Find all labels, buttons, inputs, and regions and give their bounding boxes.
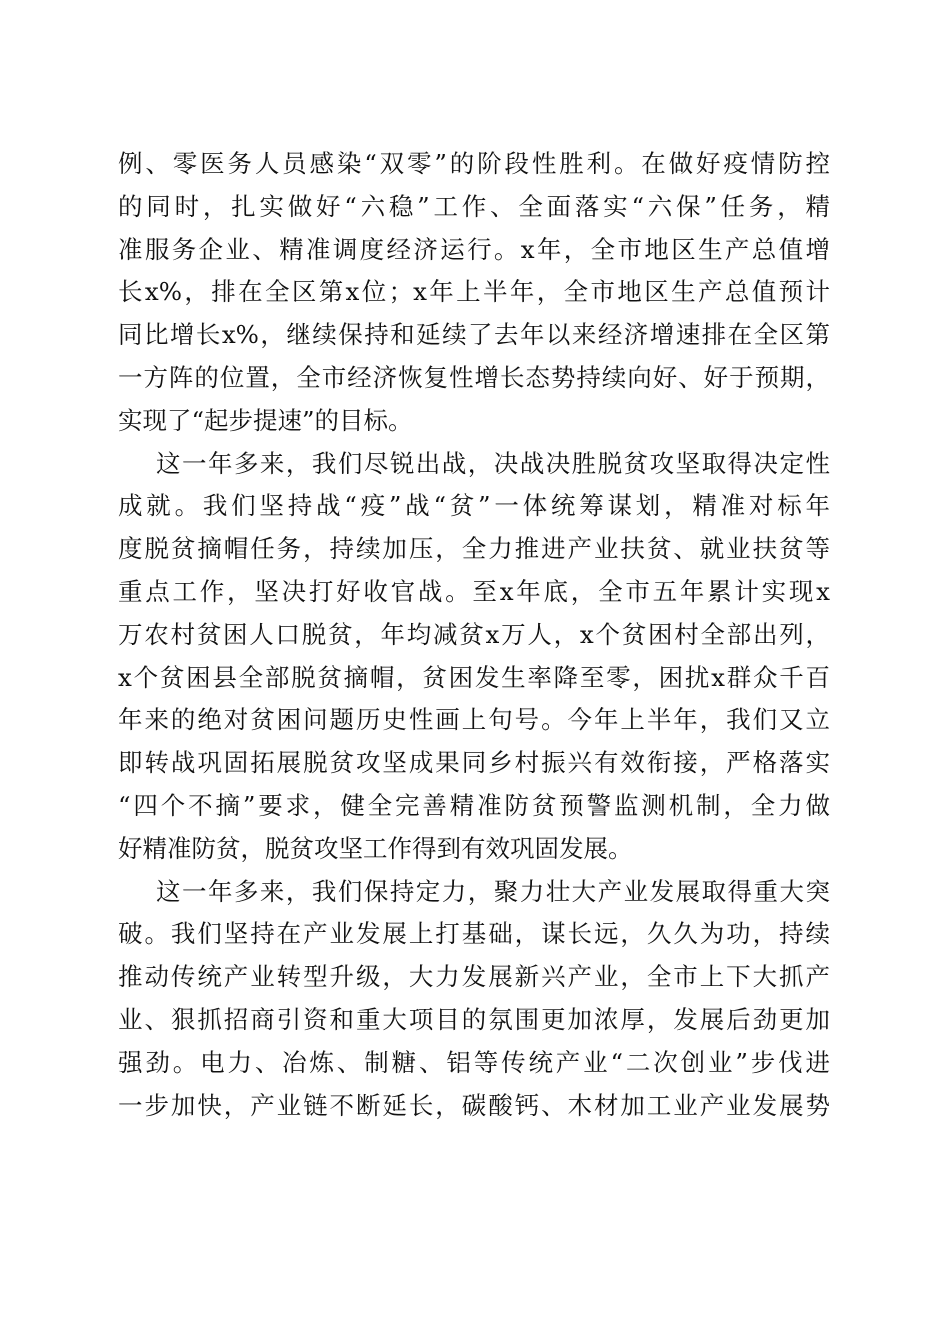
text-line: x个贫困县全部脱贫摘帽，贫困发生率降至零，困扰x群众千百 bbox=[118, 662, 830, 692]
text-line: 这一年多来，我们保持定力，聚力壮大产业发展取得重大突 bbox=[156, 876, 830, 906]
text-line: 好精准防贫，脱贫攻坚工作得到有效巩固发展。 bbox=[118, 833, 633, 863]
text-line: “四个不摘”要求，健全完善精准防贫预警监测机制，全力做 bbox=[118, 790, 830, 820]
text-line: 业、狠抓招商引资和重大项目的氛围更加浓厚，发展后劲更加 bbox=[118, 1004, 830, 1034]
paragraph-1 bbox=[118, 143, 830, 443]
document-body bbox=[118, 143, 830, 1127]
text-line: 准服务企业、精准调度经济运行。x年，全市地区生产总值增 bbox=[118, 234, 830, 264]
text-line: 破。我们坚持在产业发展上打基础，谋长远，久久为功，持续 bbox=[118, 919, 830, 949]
text-line: 一步加快，产业链不断延长，碳酸钙、木材加工业产业发展势 bbox=[118, 1090, 830, 1120]
text-line: 推动传统产业转型升级，大力发展新兴产业，全市上下大抓产 bbox=[118, 962, 830, 992]
text-line: 这一年多来，我们尽锐出战，决战决胜脱贫攻坚取得决定性 bbox=[156, 448, 830, 478]
text-line: 例、零医务人员感染“双零”的阶段性胜利。在做好疫情防控 bbox=[118, 149, 830, 178]
text-line: 重点工作，坚决打好收官战。至x年底，全市五年累计实现x bbox=[118, 576, 830, 606]
text-line: 即转战巩固拓展脱贫攻坚成果同乡村振兴有效衔接，严格落实 bbox=[118, 748, 830, 778]
text-line: 的同时，扎实做好“六稳”工作、全面落实“六保”任务，精 bbox=[118, 191, 830, 221]
text-line: 强劲。电力、冶炼、制糖、铝等传统产业“二次创业”步伐进 bbox=[118, 1047, 830, 1077]
text-line: 万农村贫困人口脱贫，年均减贫x万人，x个贫困村全部出列， bbox=[118, 619, 830, 649]
text-line: 同比增长x%，继续保持和延续了去年以来经济增速排在全区第 bbox=[118, 320, 830, 350]
paragraph-2 bbox=[118, 443, 830, 871]
text-line: 实现了“起步提速”的目标。 bbox=[118, 405, 413, 435]
text-line: 成就。我们坚持战“疫”战“贫”一体统筹谋划，精准对标年 bbox=[118, 491, 830, 521]
text-line: 年来的绝对贫困问题历史性画上句号。今年上半年，我们又立 bbox=[118, 705, 830, 735]
paragraph-3 bbox=[118, 871, 830, 1128]
text-line: 度脱贫摘帽任务，持续加压，全力推进产业扶贫、就业扶贫等 bbox=[118, 534, 830, 564]
text-line: 一方阵的位置，全市经济恢复性增长态势持续向好、好于预期， bbox=[118, 362, 830, 392]
text-line: 长x%，排在全区第x位；x年上半年，全市地区生产总值预计 bbox=[118, 277, 830, 307]
